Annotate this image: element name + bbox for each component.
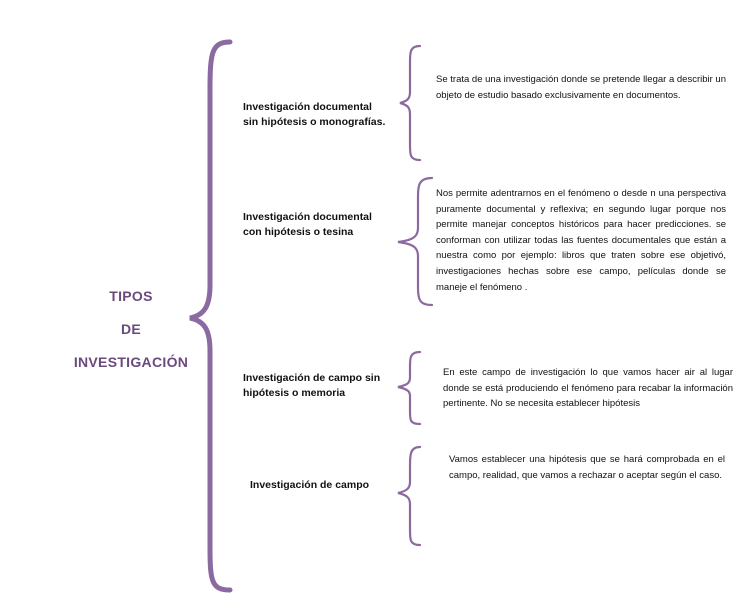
category-description-1: Se trata de una investigación donde se pretende llegar a describir un objeto de estudio basado exclusivamente en documentos. bbox=[436, 74, 726, 101]
category-description-3: En este campo de investigación lo que vamos hacer air al lugar donde se está produciendo el fenómeno para recabar la información pertinente. No se necesita establecer hipótesis bbox=[443, 367, 733, 410]
category-label-4-line-1: Investigación de campo bbox=[250, 479, 370, 491]
main-title-line-1: TIPOS bbox=[109, 288, 153, 304]
main-title-line-3: INVESTIGACIÓN bbox=[73, 354, 189, 370]
category-label-1 bbox=[243, 100, 403, 130]
category-label-3-line-1: Investigación de campo sin bbox=[243, 372, 381, 384]
category-description-2: Nos permite adentrarnos en el fenómeno o desde n una perspectiva puramente documental y reflexiva; en segundo lugar porque nos permite manejar conceptos históricos para hacer predicciones. se conforman con utilizar todas las fuentes documentales que están a nuestra como por ejemplo: libros que traten sobre ese objetivó, investigaciones hechas sobre ese campo, películas donde se maneje el fenómeno . bbox=[436, 188, 726, 293]
category-label-3 bbox=[243, 371, 393, 401]
main-title bbox=[56, 288, 206, 370]
sub-brace-3 bbox=[398, 352, 420, 424]
category-label-3-line-2: hipótesis o memoria bbox=[243, 387, 346, 399]
main-title-line-2: DE bbox=[120, 321, 142, 337]
category-description-4: Vamos establecer una hipótesis que se hará comprobada en el campo, realidad, que vamos a rechazar o aceptar según el caso. bbox=[449, 454, 725, 481]
sub-brace-1 bbox=[400, 46, 420, 160]
category-label-1-line-1: Investigación documental bbox=[243, 101, 372, 113]
category-label-2 bbox=[243, 210, 393, 240]
sub-brace-2 bbox=[398, 178, 432, 305]
category-label-2-line-1: Investigación documental bbox=[243, 211, 372, 223]
category-label-2-line-2: con hipótesis o tesina bbox=[243, 226, 354, 238]
category-label-4 bbox=[250, 478, 400, 493]
sub-brace-4 bbox=[398, 447, 420, 545]
category-label-1-line-2: sin hipótesis o monografías. bbox=[243, 116, 386, 128]
